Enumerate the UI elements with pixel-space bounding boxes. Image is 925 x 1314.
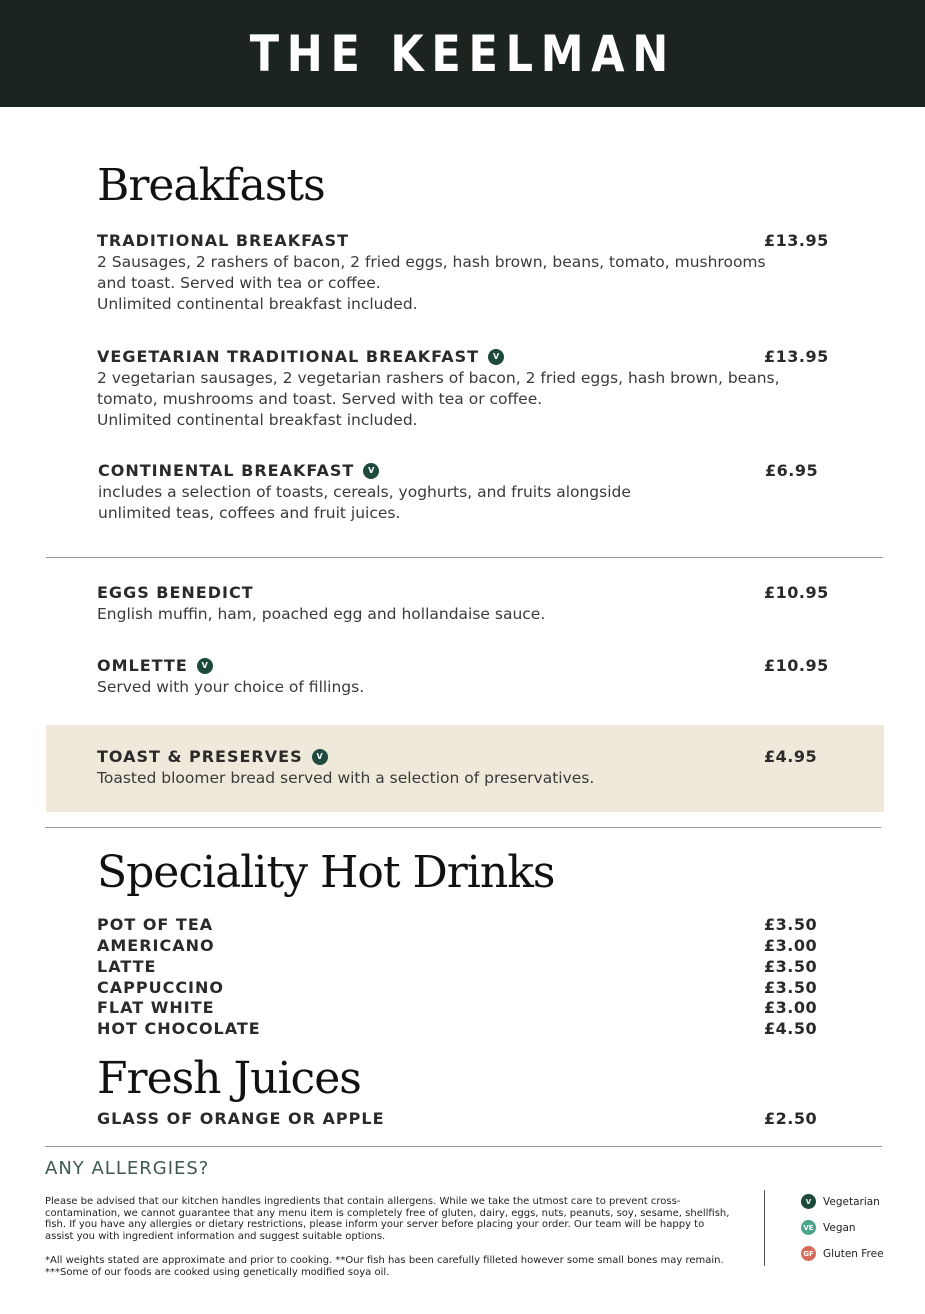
item-price: £10.95: [764, 656, 829, 675]
item-price: £6.95: [765, 461, 819, 480]
weights-notice: *All weights stated are approximate and prior to cooking. **Our fish has been carefully filleted however some small bones may remain. ***Some of our foods are cooked using genetically modified soya oil.: [45, 1255, 724, 1278]
drink-name: AMERICANO: [97, 936, 215, 955]
vegetarian-icon: V: [363, 463, 379, 479]
drink-row: [97, 977, 827, 998]
item-description: 2 vegetarian sausages, 2 vegetarian rashers of bacon, 2 fried eggs, hash brown, beans, tomato, mushrooms and toast. Served with tea or coffee. Unlimited continental breakfast included.: [97, 369, 780, 429]
drink-price: £3.50: [764, 915, 818, 934]
allergy-notice: Please be advised that our kitchen handles ingredients that contain allergens. While we take the utmost care to prevent cross-contamination, we cannot guarantee that any menu item is completely free of gluten, dairy, eggs, nuts, peanuts, soy, sesame, shellfish, fish. If you have any allergies or dietary restrictions, please inform your server before placing your order. Our team will be happy to assist you with ingredient information and suggest suitable options.: [45, 1196, 730, 1242]
legend-gluten-free: [801, 1246, 884, 1261]
drink-name: HOT CHOCOLATE: [97, 1019, 261, 1038]
drink-row: [97, 935, 827, 956]
item-description: English muffin, ham, poached egg and hollandaise sauce.: [97, 605, 546, 623]
item-name: EGGS BENEDICT: [97, 583, 254, 602]
vegetarian-icon: V: [197, 658, 213, 674]
menu-item-omlette: [97, 655, 827, 698]
item-name: VEGETARIAN TRADITIONAL BREAKFAST V: [97, 346, 504, 368]
vegetarian-icon: V: [312, 749, 328, 765]
vegetarian-icon: V: [801, 1194, 816, 1209]
item-description: Served with your choice of fillings.: [97, 678, 365, 696]
restaurant-name: THE KEELMAN: [249, 24, 676, 83]
item-name: OMLETTE V: [97, 655, 213, 677]
drink-name: POT OF TEA: [97, 915, 214, 934]
legend-label: Vegan: [823, 1221, 856, 1234]
item-price: £10.95: [764, 583, 829, 602]
drink-name: GLASS OF ORANGE OR APPLE: [97, 1109, 385, 1128]
item-name: CONTINENTAL BREAKFAST V: [98, 460, 379, 482]
drink-name: FLAT WHITE: [97, 998, 215, 1017]
vegetarian-icon: V: [488, 349, 504, 365]
menu-item-continental-breakfast: [98, 460, 828, 524]
drink-row: [97, 1018, 827, 1039]
header-bar: [0, 0, 925, 107]
drink-row: [97, 914, 827, 935]
drink-name: LATTE: [97, 957, 157, 976]
legend-label: Vegetarian: [823, 1195, 880, 1208]
menu-item-toast-and-preserves: [97, 746, 827, 789]
item-price: £4.95: [764, 747, 818, 766]
drink-price: £3.50: [764, 957, 818, 976]
drink-price: £2.50: [764, 1109, 818, 1128]
drink-name: CAPPUCCINO: [97, 978, 224, 997]
section-divider: [45, 827, 881, 828]
item-description: Toasted bloomer bread served with a selection of preservatives.: [97, 769, 595, 787]
item-price: £13.95: [764, 231, 829, 250]
item-name: TOAST & PRESERVES V: [97, 746, 328, 768]
item-description: includes a selection of toasts, cereals, yoghurts, and fruits alongside unlimited teas, coffees and fruit juices.: [98, 483, 631, 522]
menu-item-vegetarian-traditional-breakfast: [97, 346, 827, 431]
menu-item-eggs-benedict: [97, 582, 827, 625]
drink-row: [97, 997, 827, 1018]
fresh-juices-title: Fresh Juices: [97, 1053, 361, 1104]
legend-vegan: [801, 1220, 856, 1235]
legend-label: Gluten Free: [823, 1247, 884, 1260]
legend-divider: [764, 1190, 765, 1266]
item-name: TRADITIONAL BREAKFAST: [97, 231, 349, 250]
gluten-free-icon: GF: [801, 1246, 816, 1261]
section-divider: [45, 1146, 882, 1147]
drink-price: £3.00: [764, 936, 818, 955]
drink-price: £4.50: [764, 1019, 818, 1038]
drink-price: £3.50: [764, 978, 818, 997]
item-price: £13.95: [764, 347, 829, 366]
drink-row: [97, 1108, 827, 1129]
breakfasts-title: Breakfasts: [97, 160, 325, 211]
item-description: 2 Sausages, 2 rashers of bacon, 2 fried eggs, hash brown, beans, tomato, mushrooms and toast. Served with tea or coffee. Unlimited continental breakfast included.: [97, 253, 766, 313]
vegan-icon: VE: [801, 1220, 816, 1235]
section-divider: [46, 557, 883, 558]
menu-item-traditional-breakfast: [97, 230, 827, 315]
hot-drinks-title: Speciality Hot Drinks: [97, 847, 555, 898]
allergies-title: ANY ALLERGIES?: [45, 1158, 210, 1179]
legend-vegetarian: [801, 1194, 880, 1209]
drink-row: [97, 956, 827, 977]
drink-price: £3.00: [764, 998, 818, 1017]
